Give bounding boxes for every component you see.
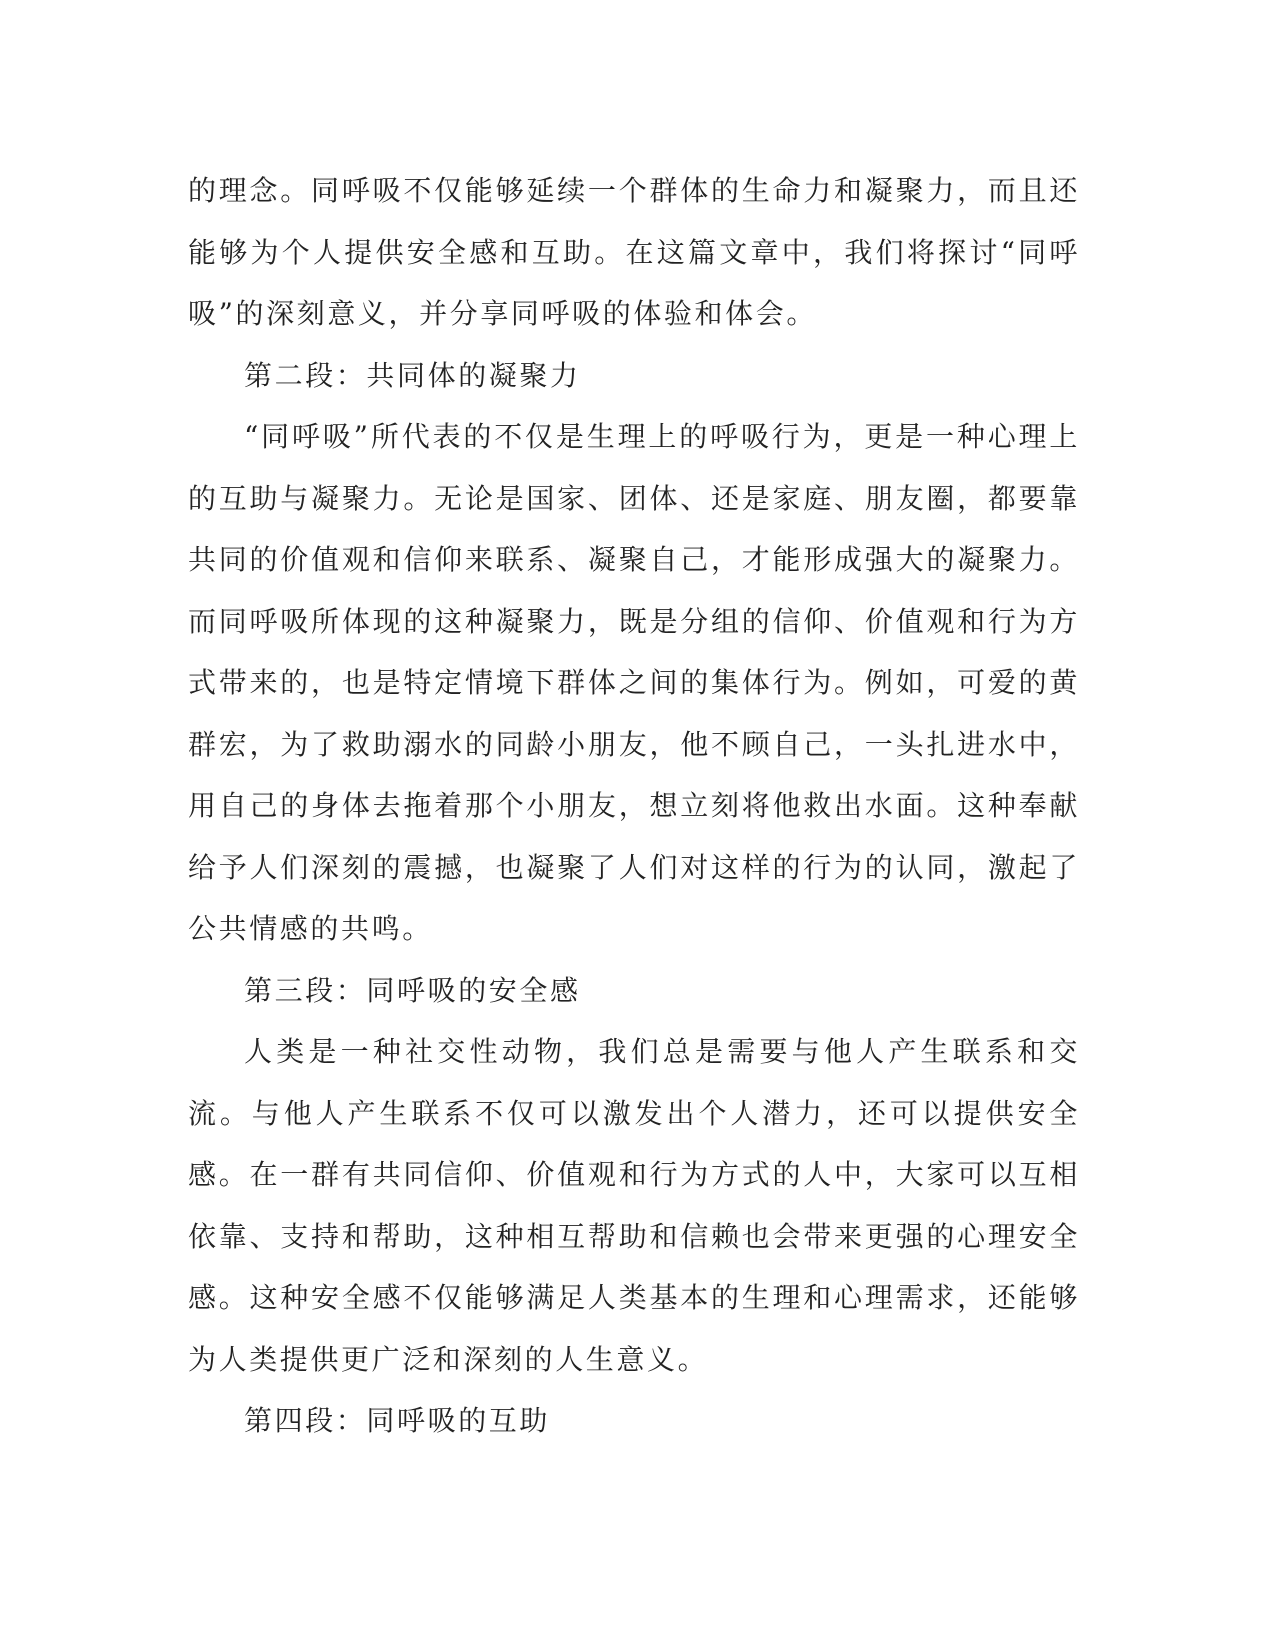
intro-paragraph: 的理念。同呼吸不仅能够延续一个群体的生命力和凝聚力，而且还能够为个人提供安全感和互助。在这篇文章中，我们将探讨“同呼吸”的深刻意义，并分享同呼吸的体验和体会。 xyxy=(188,174,1080,330)
section-heading-three: 第三段：同呼吸的安全感 xyxy=(244,973,581,1007)
section-heading-two: 第二段：共同体的凝聚力 xyxy=(244,358,581,392)
section-three-paragraph: 人类是一种社交性动物，我们总是需要与他人产生联系和交流。与他人产生联系不仅可以激发出个人潜力，还可以提供安全感。在一群有共同信仰、价值观和行为方式的人中，大家可以互相依靠、支持和帮助，这种相互帮助和信赖也会带来更强的心理安全感。这种安全感不仅能够满足人类基本的生理和心理需求，还能够为人类提供更广泛和深刻的人生意义。 xyxy=(188,1035,1080,1376)
section-two-paragraph: “同呼吸”所代表的不仅是生理上的呼吸行为，更是一种心理上的互助与凝聚力。无论是国家、团体、还是家庭、朋友圈，都要靠共同的价值观和信仰来联系、凝聚自己，才能形成强大的凝聚力。而同呼吸所体现的这种凝聚力，既是分组的信仰、价值观和行为方式带来的，也是特定情境下群体之间的集体行为。例如，可爱的黄群宏，为了救助溺水的同龄小朋友，他不顾自己，一头扎进水中，用自己的身体去拖着那个小朋友，想立刻将他救出水面。这种奉献给予人们深刻的震撼，也凝聚了人们对这样的行为的认同，激起了公共情感的共鸣。 xyxy=(188,420,1080,945)
document-body xyxy=(188,160,1080,1452)
section-heading-four: 第四段：同呼吸的互助 xyxy=(244,1404,551,1437)
